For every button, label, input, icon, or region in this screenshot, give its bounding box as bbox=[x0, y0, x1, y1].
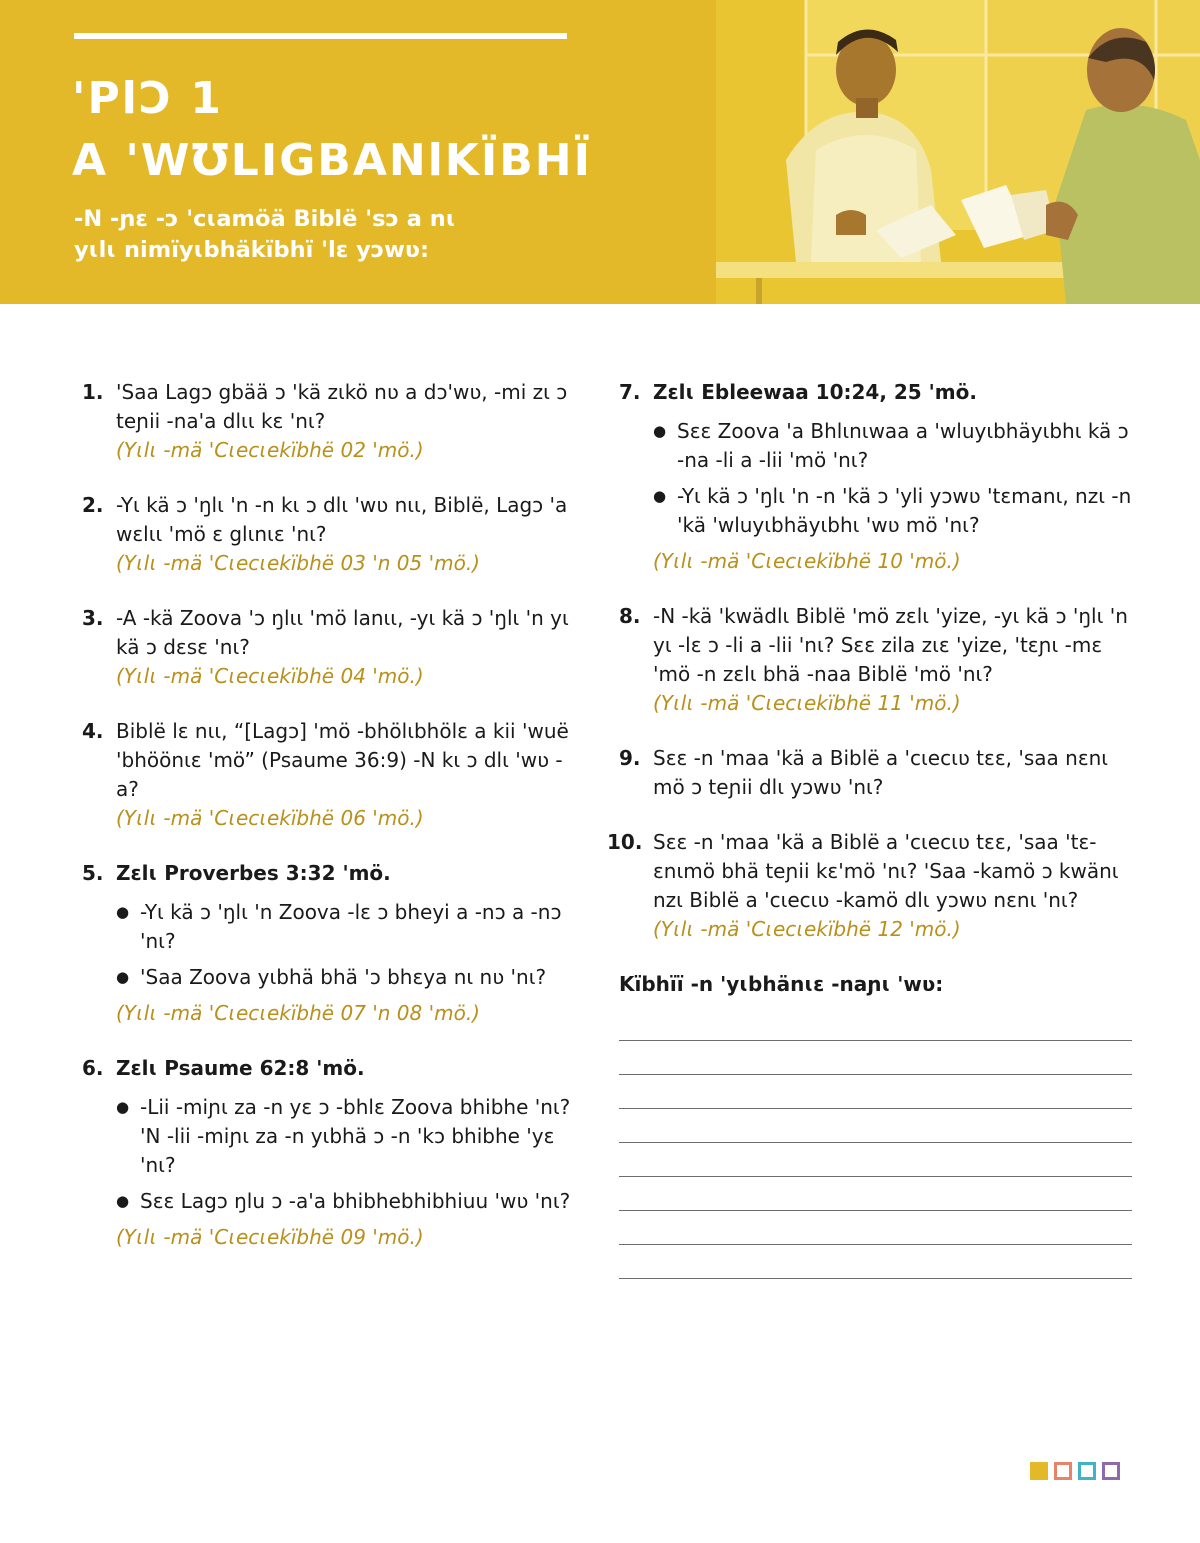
lesson-title bbox=[72, 68, 592, 192]
question-4 bbox=[82, 717, 582, 833]
bullet-item: ● -Yɩ kä ɔ 'ŋlɩ 'n -n 'kä ɔ 'yli yɔwʋ 'tɛmanɩ, nzɩ -n 'kä 'wluyɩbhäyɩbhɩ 'wʋ mö 'nɩ? bbox=[653, 482, 1139, 540]
question-number: 10. bbox=[607, 830, 643, 854]
lesson-heading: A 'WƱLIGBANlKÏBHÏ bbox=[72, 135, 592, 186]
note-line bbox=[619, 1075, 1132, 1109]
study-illustration bbox=[716, 0, 1200, 304]
question-number: 8. bbox=[619, 604, 641, 628]
question-7 bbox=[619, 378, 1139, 576]
square-outline-icon bbox=[1078, 1462, 1096, 1480]
lesson-reference: (Yɩlɩ -mä 'Cɩecɩekïbhë 11 'mö.) bbox=[653, 691, 961, 715]
note-line bbox=[619, 1177, 1132, 1211]
question-5 bbox=[82, 859, 582, 1028]
notes-lines bbox=[619, 1017, 1139, 1279]
square-outline-icon bbox=[1054, 1462, 1072, 1480]
note-line bbox=[619, 1143, 1132, 1177]
question-10 bbox=[607, 828, 1139, 944]
bullet-item: ● -Lii -miɲɩ za -n yɛ ɔ -bhlɛ Zoova bhibhe 'nɩ? 'N -lii -miɲɩ za -n yɩbhä ɔ -n 'kɔ bhibhe 'yɛ 'nɩ? bbox=[116, 1093, 582, 1180]
lesson-reference: (Yɩlɩ -mä 'Cɩecɩekïbhë 07 'n 08 'mö.) bbox=[116, 1001, 480, 1025]
note-line bbox=[619, 1041, 1132, 1075]
bullet-item: ● Sɛɛ Zoova 'a Bhlɩnɩwaa a 'wluyɩbhäyɩbhɩ kä ɔ -na -li a -lii 'mö 'nɩ? bbox=[653, 417, 1139, 475]
question-3 bbox=[82, 604, 582, 691]
question-6 bbox=[82, 1054, 582, 1252]
question-text: Sɛɛ -n 'maa 'kä a Biblë a 'cɩecɩʋ tɛɛ, 'saa nɛnɩ mö ɔ teɲii dlɩ yɔwʋ 'nɩ? bbox=[653, 746, 1109, 799]
questions-column-left bbox=[82, 378, 582, 1278]
question-number: 3. bbox=[82, 606, 104, 630]
question-number: 5. bbox=[82, 861, 104, 885]
question-number: 9. bbox=[619, 746, 641, 770]
question-number: 1. bbox=[82, 380, 104, 404]
question-number: 6. bbox=[82, 1056, 104, 1080]
lesson-reference: (Yɩlɩ -mä 'Cɩecɩekïbhë 03 'n 05 'mö.) bbox=[116, 551, 480, 575]
bullet-list bbox=[116, 898, 582, 992]
question-text: 'Saa Lagɔ gbää ɔ 'kä zɩkö nʋ a dɔ'wʋ, -mi zɩ ɔ teɲii -na'a dlɩɩ kɛ 'nɩ? bbox=[116, 380, 568, 433]
lesson-reference: (Yɩlɩ -mä 'Cɩecɩekïbhë 09 'mö.) bbox=[116, 1225, 424, 1249]
question-text: -A -kä Zoova 'ɔ ŋlɩɩ 'mö lanɩɩ, -yɩ kä ɔ 'ŋlɩ 'n yɩ kä ɔ dɛsɛ 'nɩ? bbox=[116, 606, 569, 659]
square-icon bbox=[1030, 1462, 1048, 1480]
question-number: 4. bbox=[82, 719, 104, 743]
note-line bbox=[619, 1245, 1132, 1279]
question-8 bbox=[619, 602, 1139, 718]
lesson-reference: (Yɩlɩ -mä 'Cɩecɩekïbhë 06 'mö.) bbox=[116, 806, 424, 830]
lesson-reference: (Yɩlɩ -mä 'Cɩecɩekïbhë 10 'mö.) bbox=[653, 549, 961, 573]
header-banner bbox=[0, 0, 1200, 304]
question-text: Biblë lɛ nɩɩ, “[Lagɔ] 'mö -bhölɩbhölɛ a kii 'wuë 'bhöönɩɛ 'mö” (Psaume 36:9) -N kɩ ɔ dlɩ 'wʋ -a? bbox=[116, 719, 569, 801]
bullet-list bbox=[116, 1093, 582, 1216]
decorative-squares bbox=[1030, 1462, 1120, 1480]
notes-label: Kïbhïï -n 'yɩbhänɩɛ -naɲɩ 'wʋ: bbox=[619, 972, 944, 996]
scripture-instruction: Zɛlɩ Proverbes 3:32 'mö. bbox=[116, 861, 391, 885]
lesson-reference: (Yɩlɩ -mä 'Cɩecɩekïbhë 12 'mö.) bbox=[653, 917, 961, 941]
question-2 bbox=[82, 491, 582, 578]
note-line bbox=[619, 1109, 1132, 1143]
bullet-list bbox=[653, 417, 1139, 540]
bullet-item: ● -Yɩ kä ɔ 'ŋlɩ 'n Zoova -lɛ ɔ bheyi a -nɔ a -nɔ 'nɩ? bbox=[116, 898, 582, 956]
square-outline-icon bbox=[1102, 1462, 1120, 1480]
questions-column-right bbox=[607, 378, 1139, 1279]
question-9 bbox=[619, 744, 1139, 802]
note-line bbox=[619, 1211, 1132, 1245]
note-line bbox=[619, 1017, 1132, 1041]
lesson-subtitle: -N -ɲɛ -ɔ 'cɩamöä Biblë 'sɔ a nɩ yɩlɩ nimïyɩbhäkïbhï 'lɛ yɔwʋ: bbox=[74, 206, 456, 263]
bullet-item: ● 'Saa Zoova yɩbhä bhä 'ɔ bhɛya nɩ nʋ 'nɩ? bbox=[116, 963, 582, 992]
question-text: -N -kä 'kwädlɩ Biblë 'mö zɛlɩ 'yize, -yɩ kä ɔ 'ŋlɩ 'n yɩ -lɛ ɔ -li a -lii 'nɩ? Sɛɛ zila zɩɛ 'yize, 'tɛɲɩ -mɛ 'mö -n zɛlɩ bhä -naa Biblë 'mö 'nɩ? bbox=[653, 604, 1128, 686]
lesson-number: 'PlƆ 1 bbox=[72, 73, 224, 124]
question-text: -Yɩ kä ɔ 'ŋlɩ 'n -n kɩ ɔ dlɩ 'wʋ nɩɩ, Biblë, Lagɔ 'a wɛlɩɩ 'mö ɛ glɩnɩɛ 'nɩ? bbox=[116, 493, 568, 546]
question-1 bbox=[82, 378, 582, 465]
scripture-instruction: Zɛlɩ Ebleewaa 10:24, 25 'mö. bbox=[653, 380, 977, 404]
scripture-instruction: Zɛlɩ Psaume 62:8 'mö. bbox=[116, 1056, 365, 1080]
question-number: 2. bbox=[82, 493, 104, 517]
header-rule bbox=[74, 33, 567, 39]
question-text: Sɛɛ -n 'maa 'kä a Biblë a 'cɩecɩʋ tɛɛ, 'saa 'tɛ-ɛnɩmö bhä teɲii kɛ'mö 'nɩ? 'Saa -kamö ɔ kwänɩ nzɩ Biblë a 'cɩecɩʋ -kamö dlɩ yɔwʋ nɛnɩ 'nɩ? bbox=[653, 830, 1119, 912]
lesson-reference: (Yɩlɩ -mä 'Cɩecɩekïbhë 02 'mö.) bbox=[116, 438, 424, 462]
bullet-item: ● Sɛɛ Lagɔ ŋlu ɔ -a'a bhibhebhibhiuu 'wʋ 'nɩ? bbox=[116, 1187, 582, 1216]
lesson-reference: (Yɩlɩ -mä 'Cɩecɩekïbhë 04 'mö.) bbox=[116, 664, 424, 688]
question-number: 7. bbox=[619, 380, 641, 404]
